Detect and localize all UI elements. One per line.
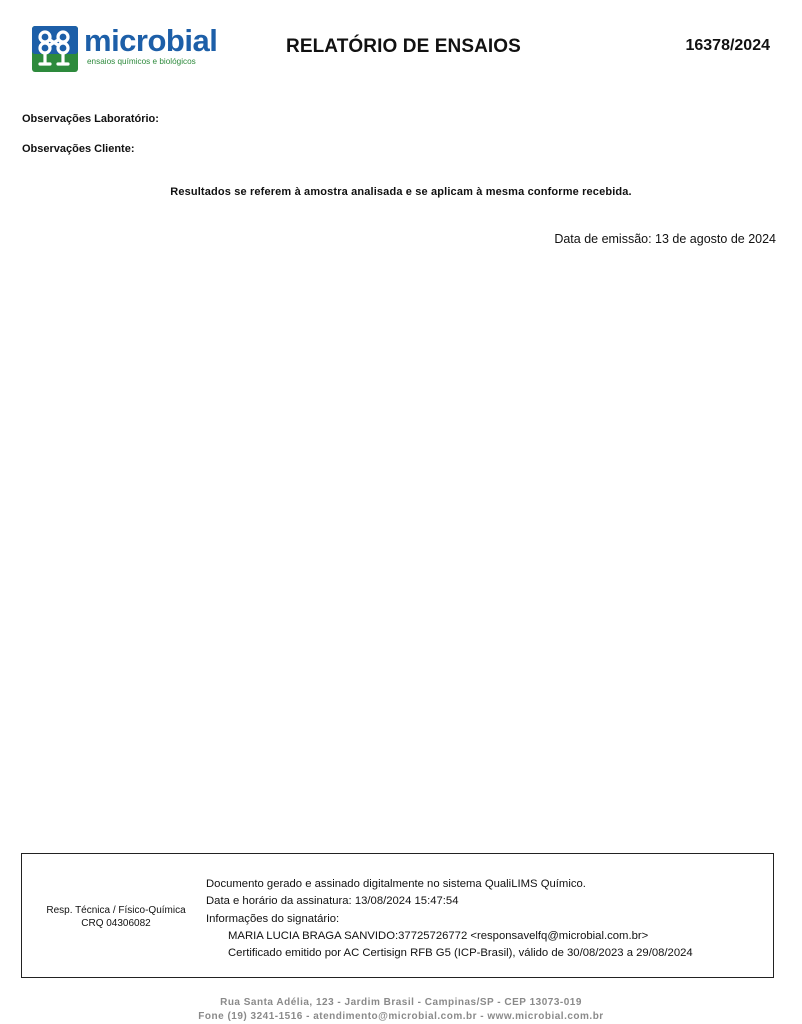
lab-observations-label: Observações Laboratório: [22,113,159,125]
signature-details [206,876,693,962]
footer-address: Rua Santa Adélia, 123 - Jardim Brasil - Campinas/SP - CEP 13073-019 [220,997,582,1008]
results-disclaimer: Resultados se referem à amostra analisada e se aplicam à mesma conforme recebida. [170,186,632,198]
page-footer [0,996,802,1024]
signature-datetime: Data e horário da assinatura: 13/08/2024 15:47:54 [206,895,459,908]
signature-system-note: Documento gerado e assinado digitalmente no sistema QualiLIMS Químico. [206,878,586,890]
signer-info-label: Informações do signatário: [206,912,340,925]
digital-signature-box [21,853,774,978]
responsible-role: Resp. Técnica / Físico-Química [46,905,186,916]
logo-tagline: ensaios químicos e biológicos [87,57,196,66]
microbial-logo-icon [32,26,78,72]
report-number: 16378/2024 [685,37,770,54]
responsible-crq: CRQ 04306082 [81,918,151,929]
certificate-info: Certificado emitido por AC Certisign RFB G5 (ICP-Brasil), válido de 30/08/2023 a 29/08/2024 [228,947,693,960]
signer-name: MARIA LUCIA BRAGA SANVIDO:37725726772 <responsavelfq@microbial.com.br> [228,929,649,942]
company-logo [32,23,218,72]
technical-responsible [30,904,202,930]
logo-wordmark: microbial [84,23,218,58]
client-observations-label: Observações Cliente: [22,143,135,155]
footer-contact: Fone (19) 3241-1516 - atendimento@microbial.com.br - www.microbial.com.br [198,1011,604,1022]
report-title: RELATÓRIO DE ENSAIOS [286,36,521,57]
issue-date: Data de emissão: 13 de agosto de 2024 [554,232,776,246]
